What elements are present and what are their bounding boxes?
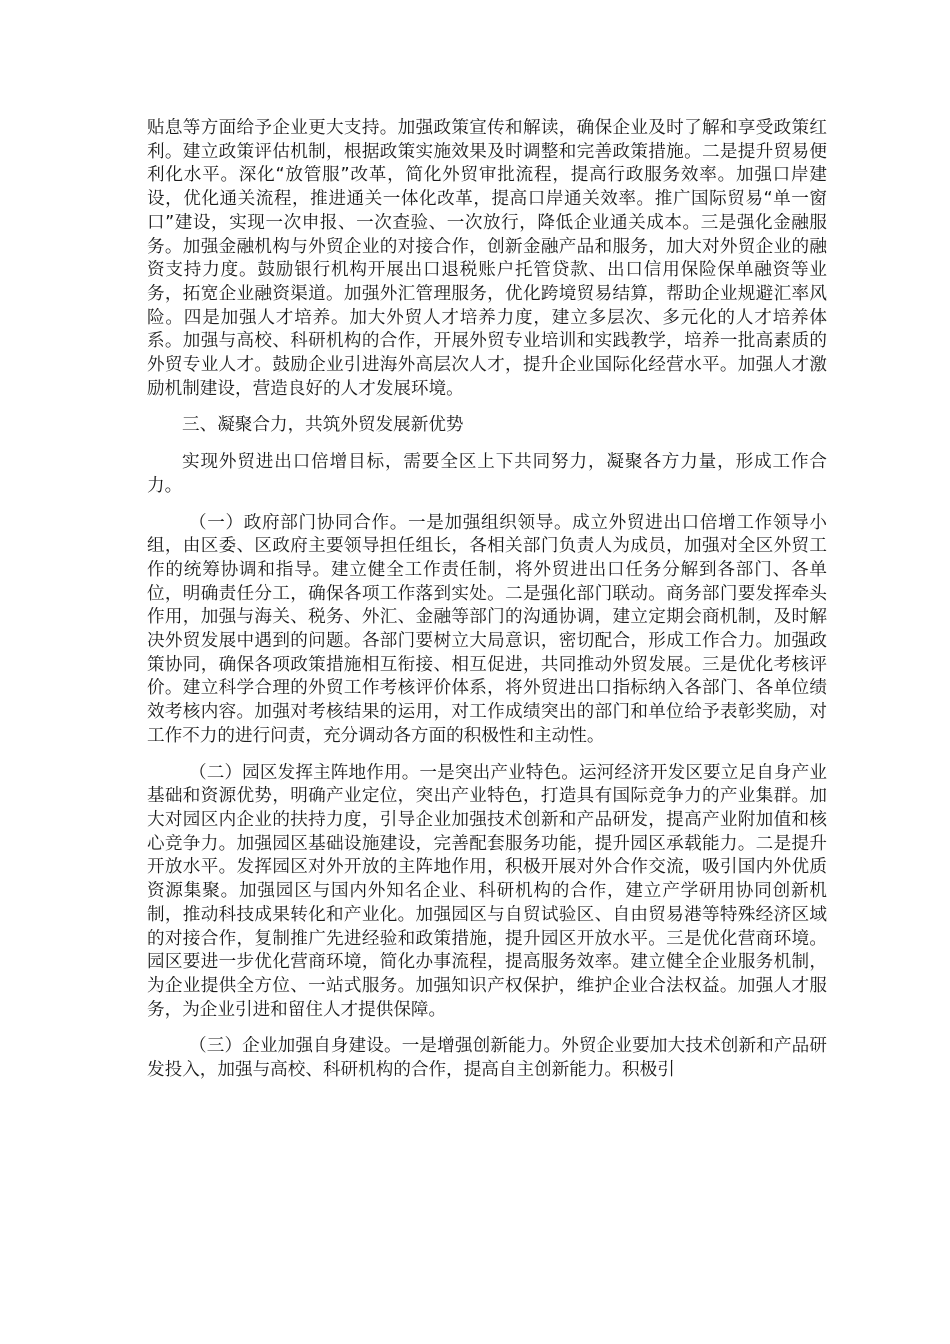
paragraph-section-intro: 实现外贸进出口倍增目标，需要全区上下共同努力，凝聚各方力量，形成工作合力。: [147, 452, 827, 496]
section-heading-three: 三、凝聚合力，共筑外贸发展新优势: [182, 415, 464, 436]
paragraph-government-cooperation: （一）政府部门协同合作。一是加强组织领导。成立外贸进出口倍增工作领导小组，由区委、区政府主要领导担任组长，各相关部门负责人为成员，加强对全区外贸工作的统筹协调和指导。建立健全工作责任制，将外贸进出口任务分解到各部门、各单位，明确责任分工，确保各项工作落到实处。二是强化部门联动。商务部门要发挥牵头作用，加强与海关、税务、外汇、金融等部门的沟通协调，建立定期会商机制，及时解决外贸发展中遇到的问题。各部门要树立大局意识，密切配合，形成工作合力。加强政策协同，确保各项政策措施相互衔接、相互促进，共同推动外贸发展。三是优化考核评价。建立科学合理的外贸工作考核评价体系，将外贸进出口指标纳入各部门、各单位绩效考核内容。加强对考核结果的运用，对工作成绩突出的部门和单位给予表彰奖励，对工作不力的进行问责，充分调动各方面的积极性和主动性。: [147, 512, 827, 746]
paragraph-park-role: （二）园区发挥主阵地作用。一是突出产业特色。运河经济开发区要立足自身产业基础和资源优势，明确产业定位，突出产业特色，打造具有国际竞争力的产业集群。加大对园区内企业的扶持力度，引导企业加强技术创新和产品研发，提高产业附加值和核心竞争力。加强园区基础设施建设，完善配套服务功能，提升园区承载能力。二是提升开放水平。发挥园区对外开放的主阵地作用，积极开展对外合作交流，吸引国内外优质资源集聚。加强园区与国内外知名企业、科研机构的合作，建立产学研用协同创新机制，推动科技成果转化和产业化。加强园区与自贸试验区、自由贸易港等特殊经济区域的对接合作，复制推广先进经验和政策措施，提升园区开放水平。三是优化营商环境。园区要进一步优化营商环境，简化办事流程，提高服务效率。建立健全企业服务机制，为企业提供全方位、一站式服务。加强知识产权保护，维护企业合法权益。加强人才服务，为企业引进和留住人才提供保障。: [147, 762, 827, 1020]
paragraph-enterprise-building: （三）企业加强自身建设。一是增强创新能力。外贸企业要加大技术创新和产品研发投入，加强与高校、科研机构的合作，提高自主创新能力。积极引: [147, 1036, 827, 1081]
document-body: [147, 117, 827, 1096]
paragraph-policy-support: 贴息等方面给予企业更大支持。加强政策宣传和解读，确保企业及时了解和享受政策红利。建立政策评估机制，根据政策实施效果及时调整和完善政策措施。二是提升贸易便利化水平。深化“放管服”改革，简化外贸审批流程，提高行政服务效率。加强口岸建设，优化通关流程，推进通关一体化改革，提高口岸通关效率。推广国际贸易“单一窗口”建设，实现一次申报、一次查验、一次放行，降低企业通关成本。三是强化金融服务。加强金融机构与外贸企业的对接合作，创新金融产品和服务，加大对外贸企业的融资支持力度。鼓励银行机构开展出口退税账户托管贷款、出口信用保险保单融资等业务，拓宽企业融资渠道。加强外汇管理服务，优化跨境贸易结算，帮助企业规避汇率风险。四是加强人才培养。加大外贸人才培养力度，建立多层次、多元化的人才培养体系。加强与高校、科研机构的合作，开展外贸专业培训和实践教学，培养一批高素质的外贸专业人才。鼓励企业引进海外高层次人才，提升企业国际化经营水平。加强人才激励机制建设，营造良好的人才发展环境。: [147, 118, 827, 399]
